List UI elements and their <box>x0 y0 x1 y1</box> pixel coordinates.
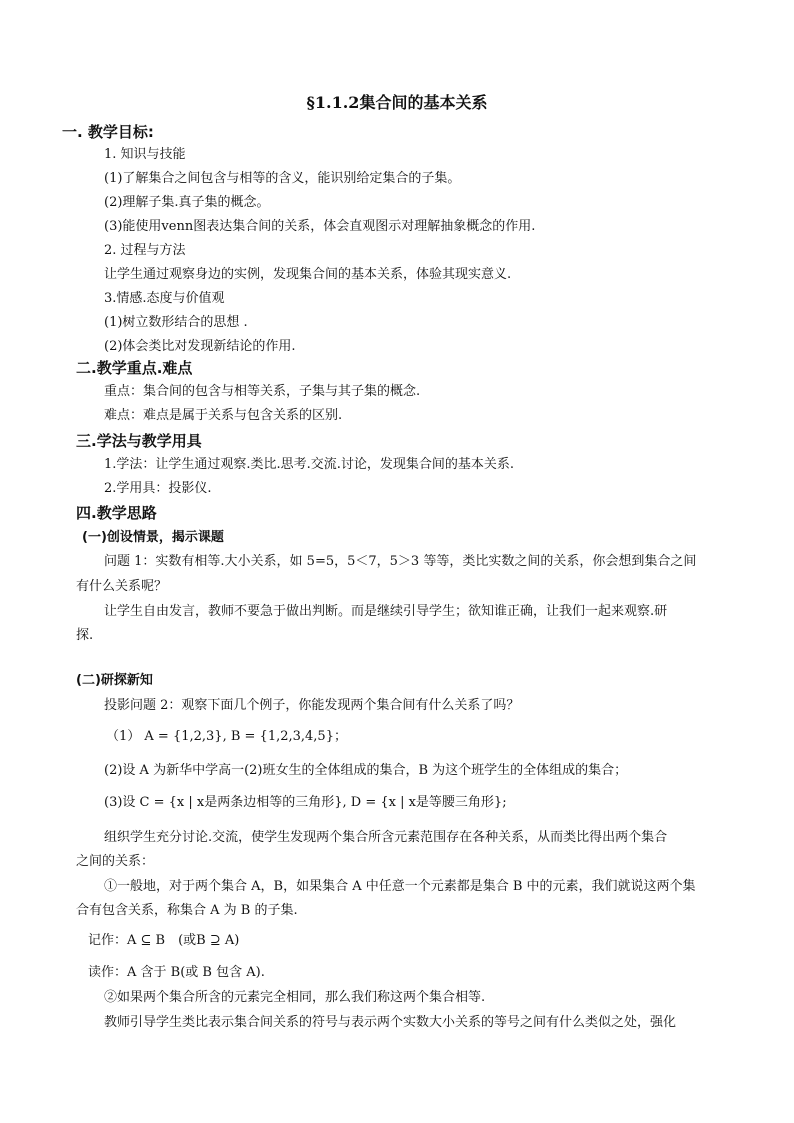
text-line: (2)体会类比对发现新结论的作用. <box>104 339 296 354</box>
example-line: (2)设 A 为新华中学高一(2)班女生的全体组成的集合，B 为这个班学生的全体组成的集合； <box>104 763 628 778</box>
section-heading-teaching-approach: 四.教学思路 <box>76 504 157 522</box>
text-line: 之间的关系： <box>76 854 155 869</box>
text-line: (1)了解集合之间包含与相等的含义，能识别给定集合的子集。 <box>104 171 461 186</box>
text-line: (1)树立数形结合的思想 . <box>104 315 248 330</box>
text-line: 3.情感.态度与价值观 <box>104 291 225 306</box>
text-line: 让学生自由发言，教师不要急于做出判断。而是继续引导学生；欲知谁正确，让我们一起来观察.研 <box>104 604 668 619</box>
text-line: 重点：集合间的包含与相等关系，子集与其子集的概念. <box>104 384 421 399</box>
example-line: (3)设 C = {x | x是两条边相等的三角形}, D = {x | x是等腰三角形}; <box>104 795 507 810</box>
text-line: (3)能使用venn图表达集合间的关系，体会直观图示对理解抽象概念的作用. <box>104 219 536 234</box>
text-line: 组织学生充分讨论.交流，使学生发现两个集合所含元素范围存在各种关系，从而类比得出两个集合 <box>104 830 668 845</box>
text-line: 问题 1：实数有相等.大小关系，如 5=5，5＜7，5＞3 等等，类比实数之间的关系，你会想到集合之间 <box>104 554 697 569</box>
text-line: ②如果两个集合所含的元素完全相同，那么我们称这两个集合相等. <box>104 990 486 1005</box>
notation-line: 记作：A ⊆ B (或B ⊇ A) <box>88 933 240 948</box>
text-line: 2. 过程与方法 <box>104 243 186 258</box>
subsection-heading: (二)研探新知 <box>76 673 153 688</box>
subsection-heading: (一)创设情景，揭示课题 <box>82 530 224 545</box>
text-line: 1.学法：让学生通过观察.类比.思考.交流.讨论，发现集合间的基本关系. <box>104 457 515 472</box>
text-line: 难点：难点是属于关系与包含关系的区别. <box>104 408 343 423</box>
text-line: 1. 知识与技能 <box>104 147 186 162</box>
example-line: （1） A = {1,2,3}, B = {1,2,3,4,5}； <box>106 729 347 744</box>
section-heading-key-points: 二.教学重点.难点 <box>76 359 193 377</box>
text-line: 读作：A 含于 B(或 B 包含 A). <box>88 965 265 980</box>
page-title: §1.1.2集合间的基本关系 <box>306 93 488 112</box>
text-line: 投影问题 2：观察下面几个例子，你能发现两个集合间有什么关系了吗？ <box>104 698 520 713</box>
text-line: 让学生通过观察身边的实例，发现集合间的基本关系，体验其现实意义. <box>104 267 512 282</box>
text-line: 探. <box>76 628 94 643</box>
text-line: 合有包含关系，称集合 A 为 B 的子集. <box>76 903 298 918</box>
text-line: 教师引导学生类比表示集合间关系的符号与表示两个实数大小关系的等号之间有什么类似之处，强化 <box>104 1015 677 1030</box>
text-line: ①一般地，对于两个集合 A，B，如果集合 A 中任意一个元素都是集合 B 中的元素，我们就说这两个集 <box>104 879 696 894</box>
text-line: 2.学用具：投影仪. <box>104 481 212 496</box>
section-heading-objectives: 一. 教学目标: <box>62 123 154 141</box>
text-line: 有什么关系呢？ <box>76 579 168 594</box>
text-line: (2)理解子集.真子集的概念。 <box>104 195 270 210</box>
section-heading-methods: 三.学法与教学用具 <box>76 432 202 450</box>
